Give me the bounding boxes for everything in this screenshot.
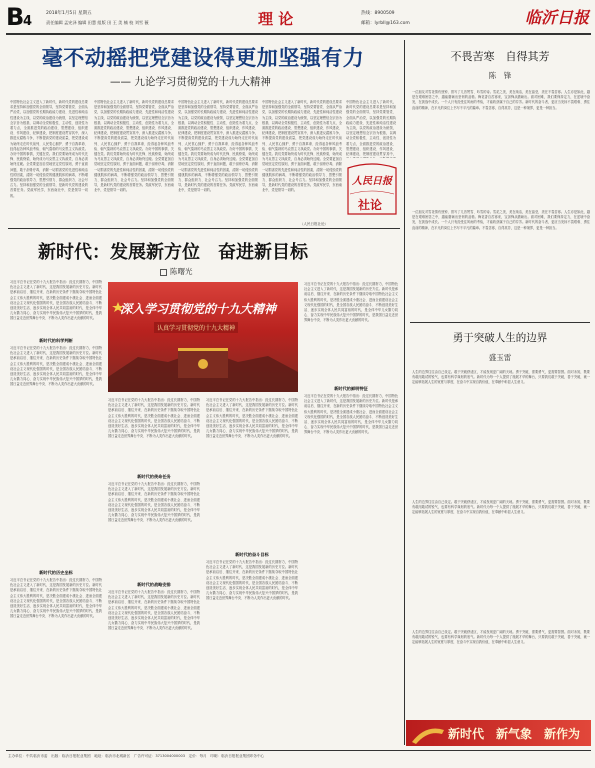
second-col-3a: 习近平总书记在党的十九大报告中指出：经过长期努力，中国特色社会主义进入了新时代，这是我国发展新的历史方位。新时代是承前启后、继往开来、在新的历史条件下继续夺取中国特色社会主义伟大胜利的时代，是决胜全面建成小康社会、进而全面建设社会主义现代化强国的时代，是全国各族人民团结奋斗、不断创造美好生活、逐步实现全体人民共同富裕的时代，是全体中华儿女勠力同心、奋力实现中华民族伟大复兴中国梦的时代，是我国日益走近世界舞台中央、不断为人类作出更大贡献的时代。	[206, 398, 298, 439]
footer-divider	[6, 750, 591, 751]
editorial-badge	[344, 158, 400, 218]
photo-banner	[108, 282, 298, 392]
section-heading-2: 新时代的历史坐标	[39, 570, 73, 575]
second-col-2b: 习近平总书记在党的十九大报告中指出：经过长期努力，中国特色社会主义进入了新时代，这是我国发展新的历史方位。新时代是承前启后、继往开来、在新的历史条件下继续夺取中国特色社会主义伟大胜利的时代，是决胜全面建成小康社会、进而全面建设社会主义现代化强国的时代，是全国各族人民团结奋斗、不断创造美好生活、逐步实现全体人民共同富裕的时代，是全体中华儿女勠力同心、奋力实现中华民族伟大复兴中国梦的时代，是我国日益走近世界舞台中央、不断为人类作出更大贡献的时代。	[108, 482, 200, 523]
right-article-1-title: 不畏苦寒 自得其芳	[450, 50, 550, 63]
main-article-col-5: 中国特色社会主义进入了新时代，新时代党的建设总要求是坚持和加强党的全面领导，坚持党要管党、全面从严治党，以加强党的长期执政能力建设、先进性和纯洁性建设为主线，以党的政治建设为统领，以坚定理想信念宗旨为根基，以调动全党积极性、主动性、创造性为着力点，全面推进党的政治建设、思想建设、组织建设、作风建设、纪律建设，把制度建设贯穿其中，	[346, 100, 396, 157]
email-label: 邮箱	[361, 21, 370, 26]
author-marker-icon	[160, 269, 167, 276]
second-col-1a: 习近平总书记在党的十九大报告中指出：经过长期努力，中国特色社会主义进入了新时代，这是我国发展新的历史方位。新时代是承前启后、继往开来、在新的历史条件下继续夺取中国特色社会主义伟大胜利的时代，是决胜全面建成小康社会、进而全面建设社会主义现代化强国的时代，是全国各族人民团结奋斗、不断创造美好生活、逐步实现全体人民共同富裕的时代，是全体中华儿女勠力同心、奋力实现中华民族伟大复兴中国梦的时代，是我国日益走近世界舞台中央、不断为人类作出更大贡献的时代。	[10, 280, 102, 321]
hall-silhouette-icon	[108, 282, 298, 392]
right-article-1-body-b: 一位朋友对雪花情有独钟，曾写了几首赞雪、吟雪的诗。雪花之美，美在纯洁，美在晶莹，美在不畏苦寒。人生亦是如此，越是在艰难困苦之中，越能磨砺出坚韧的品格。梅花香自苦寒来，宝剑锋从磨砺出。面对困难，我们要保持定力，在逆境中奋发，在挑战中成长。一个人只有经受住风雨的考验，才能收获属于自己的芬芳。新时代的奋斗者，更应当发扬不畏艰难、勇往直前的精神，在平凡的岗位上书写不平凡的篇章。不畏苦寒，自得其芳，这是一种境界，更是一种担当。	[412, 210, 590, 230]
photo-banner-line2: 认真学习贯彻党的十九大精神	[154, 322, 238, 333]
main-headline: 毫不动摇把党建设得更加坚强有力	[41, 46, 365, 70]
second-author	[160, 266, 193, 277]
second-col-4a: 习近平总书记在党的十九大报告中指出：经过长期努力，中国特色社会主义进入了新时代，这是我国发展新的历史方位。新时代是承前启后、继往开来、在新的历史条件下继续夺取中国特色社会主义伟大胜利的时代，是决胜全面建成小康社会、进而全面建设社会主义现代化强国的时代，是全国各族人民团结奋斗、不断创造美好生活、逐步实现全体人民共同富裕的时代，是全体中华儿女勠力同心、奋力实现中华民族伟大复兴中国梦的时代，是我国日益走近世界舞台中央、不断为人类作出更大贡献的时代。	[304, 282, 398, 323]
main-article-col-3: 中国特色社会主义进入了新时代，新时代党的建设总要求是坚持和加强党的全面领导，坚持党要管党、全面从严治党，以加强党的长期执政能力建设、先进性和纯洁性建设为主线，以党的政治建设为统领，以坚定理想信念宗旨为根基，以调动全党积极性、主动性、创造性为着力点，全面推进党的政治建设、思想建设、组织建设、作风建设、纪律建设，把制度建设贯穿其中，深入推进反腐败斗争，不断提高党的建设质量，把党建设成为始终走在时代前列、人民衷心拥护、勇于自我革命、经得起各种风浪考验、朝气蓬勃的马克思主义执政党。办好中国的事情，关键在党。我们党要始终成为时代先锋、民族脊梁，始终成为马克思主义执政党，自身必须始终过硬。全党要更加自觉地坚定党性原则，勇于直面问题，敢于刮骨疗毒，消除一切损害党的先进性和纯洁性的因素，清除一切侵蚀党的健康肌体的病毒，不断增强党的政治领导力、思想引领力、群众组织力、社会号召力。坚持和加强党的全面领导，是新时代党的建设的首要任务。党政军民学，东西南北中，党是领导一切的。	[178, 100, 258, 193]
section-heading-4: 新时代的战略安排	[137, 582, 171, 587]
main-subtitle: —— 九论学习贯彻党的十九大精神	[110, 76, 271, 88]
section-label: 理 论	[258, 10, 294, 28]
second-headline: 新时代：发展新方位 奋进新目标	[38, 242, 308, 263]
right-article-1-body-a: 一位朋友对雪花情有独钟，曾写了几首赞雪、吟雪的诗。雪花之美，美在纯洁，美在晶莹，美在不畏苦寒。人生亦是如此，越是在艰难困苦之中，越能磨砺出坚韧的品格。梅花香自苦寒来，宝剑锋从磨砺出。面对困难，我们要保持定力，在逆境中奋发，在挑战中成长。一个人只有经受住风雨的考验，才能收获属于自己的芬芳。新时代的奋斗者，更应当发扬不畏艰难、勇往直前的精神，在平凡的岗位上书写不平凡的篇章。不畏苦寒，自得其芳，这是一种境界，更是一种担当。	[412, 90, 590, 110]
second-col-4b: 习近平总书记在党的十九大报告中指出：经过长期努力，中国特色社会主义进入了新时代，这是我国发展新的历史方位。新时代是承前启后、继往开来、在新的历史条件下继续夺取中国特色社会主义伟大胜利的时代，是决胜全面建成小康社会、进而全面建设社会主义现代化强国的时代，是全国各族人民团结奋斗、不断创造美好生活、逐步实现全体人民共同富裕的时代，是全体中华儿女勠力同心、奋力实现中华民族伟大复兴中国梦的时代，是我国日益走近世界舞台中央、不断为人类作出更大贡献的时代。	[304, 394, 398, 435]
email: 邮箱：lyrbll@163.com	[361, 21, 410, 26]
second-col-2c: 习近平总书记在党的十九大报告中指出：经过长期努力，中国特色社会主义进入了新时代，这是我国发展新的历史方位。新时代是承前启后、继往开来、在新的历史条件下继续夺取中国特色社会主义伟大胜利的时代，是决胜全面建成小康社会、进而全面建设社会主义现代化强国的时代，是全国各族人民团结奋斗、不断创造美好生活、逐步实现全体人民共同富裕的时代，是全体中华儿女勠力同心、奋力实现中华民族伟大复兴中国梦的时代，是我国日益走近世界舞台中央、不断为人类作出更大贡献的时代。	[108, 590, 200, 631]
right-article-1-author: 陈 锋	[488, 71, 512, 80]
flag-icon	[408, 720, 448, 746]
main-article-col-4: 中国特色社会主义进入了新时代，新时代党的建设总要求是坚持和加强党的全面领导，坚持党要管党、全面从严治党，以加强党的长期执政能力建设、先进性和纯洁性建设为主线，以党的政治建设为统领，以坚定理想信念宗旨为根基，以调动全党积极性、主动性、创造性为着力点，全面推进党的政治建设、思想建设、组织建设、作风建设、纪律建设，把制度建设贯穿其中，深入推进反腐败斗争，不断提高党的建设质量，把党建设成为始终走在时代前列、人民衷心拥护、勇于自我革命、经得起各种风浪考验、朝气蓬勃的马克思主义执政党。办好中国的事情，关键在党。我们党要始终成为时代先锋、民族脊梁，始终成为马克思主义执政党，自身必须始终过硬。全党要更加自觉地坚定党性原则，勇于直面问题，敢于刮骨疗毒，消除一切损害党的先进性和纯洁性的因素，清除一切侵蚀党的健康肌体的病毒，不断增强党的政治领导力、思想引领力、群众组织力、社会号召力。坚持和加强党的全面领导，是新时代党的建设的首要任务。党政军民学，东西南北中，党是领导一切的。	[262, 100, 342, 193]
page-letter: B	[6, 3, 25, 31]
second-author-name: 陈曙光	[170, 267, 193, 276]
hotline-label: 热线	[361, 11, 370, 16]
page-header	[6, 4, 591, 30]
right-article-2-title: 勇于突破人生的边界	[452, 332, 548, 344]
header-divider	[6, 33, 591, 35]
main-signature: （人民日报社论）	[300, 222, 328, 226]
editor-credits: 责任编辑 孟宪泽 编辑 田慧 组版 田 王 美 楠 校 刘雪 薇	[46, 20, 149, 25]
section-divider	[8, 228, 400, 229]
second-col-3b: 习近平总书记在党的十九大报告中指出：经过长期努力，中国特色社会主义进入了新时代，这是我国发展新的历史方位。新时代是承前启后、继往开来、在新的历史条件下继续夺取中国特色社会主义伟大胜利的时代，是决胜全面建成小康社会、进而全面建设社会主义现代化强国的时代，是全国各族人民团结奋斗、不断创造美好生活、逐步实现全体人民共同富裕的时代，是全体中华儿女勠力同心、奋力实现中华民族伟大复兴中国梦的时代，是我国日益走近世界舞台中央、不断为人类作出更大贡献的时代。	[206, 560, 298, 601]
email-address: lyrbll@163.com	[374, 21, 410, 26]
footer-text: 主办单位：中共临沂市委 出版：临沂日报报业集团 地址：临沂市北城新区 广告许可证：3713004000003 定价：每月 印刷：临沂日报报业集团印务中心	[8, 754, 265, 758]
second-col-2a: 习近平总书记在党的十九大报告中指出：经过长期努力，中国特色社会主义进入了新时代，这是我国发展新的历史方位。新时代是承前启后、继往开来、在新的历史条件下继续夺取中国特色社会主义伟大胜利的时代，是决胜全面建成小康社会、进而全面建设社会主义现代化强国的时代，是全国各族人民团结奋斗、不断创造美好生活、逐步实现全体人民共同富裕的时代，是全体中华儿女勠力同心、奋力实现中华民族伟大复兴中国梦的时代，是我国日益走近世界舞台中央、不断为人类作出更大贡献的时代。	[108, 398, 200, 439]
main-article-col-1: 中国特色社会主义进入了新时代，新时代党的建设总要求是坚持和加强党的全面领导，坚持党要管党、全面从严治党，以加强党的长期执政能力建设、先进性和纯洁性建设为主线，以党的政治建设为统领，以坚定理想信念宗旨为根基，以调动全党积极性、主动性、创造性为着力点，全面推进党的政治建设、思想建设、组织建设、作风建设、纪律建设，把制度建设贯穿其中，深入推进反腐败斗争，不断提高党的建设质量，把党建设成为始终走在时代前列、人民衷心拥护、勇于自我革命、经得起各种风浪考验、朝气蓬勃的马克思主义执政党。办好中国的事情，关键在党。我们党要始终成为时代先锋、民族脊梁，始终成为马克思主义执政党，自身必须始终过硬。全党要更加自觉地坚定党性原则，勇于直面问题，敢于刮骨疗毒，消除一切损害党的先进性和纯洁性的因素，清除一切侵蚀党的健康肌体的病毒，不断增强党的政治领导力、思想引领力、群众组织力、社会号召力。坚持和加强党的全面领导，是新时代党的建设的首要任务。党政军民学，东西南北中，党是领导一切的。	[10, 100, 88, 198]
photo-banner-line1: 深入学习贯彻党的十九大精神	[120, 302, 277, 316]
hotline: 热线：8900509	[361, 11, 395, 16]
issue-date: 2018年1月5日 星期五	[46, 11, 92, 16]
second-col-1b: 习近平总书记在党的十九大报告中指出：经过长期努力，中国特色社会主义进入了新时代，这是我国发展新的历史方位。新时代是承前启后、继往开来、在新的历史条件下继续夺取中国特色社会主义伟大胜利的时代，是决胜全面建成小康社会、进而全面建设社会主义现代化强国的时代，是全国各族人民团结奋斗、不断创造美好生活、逐步实现全体人民共同富裕的时代，是全体中华儿女勠力同心、奋力实现中华民族伟大复兴中国梦的时代，是我国日益走近世界舞台中央、不断为人类作出更大贡献的时代。	[10, 346, 102, 387]
bottom-banner-slogan: 新时代 新气象 新作为	[448, 727, 581, 741]
newspaper-logo: 临沂日报	[524, 8, 589, 27]
hotline-number: 8900509	[374, 11, 395, 16]
section-heading-5: 新时代的奋斗目标	[235, 552, 269, 557]
second-col-1c: 习近平总书记在党的十九大报告中指出：经过长期努力，中国特色社会主义进入了新时代，这是我国发展新的历史方位。新时代是承前启后、继往开来、在新的历史条件下继续夺取中国特色社会主义伟大胜利的时代，是决胜全面建成小康社会、进而全面建设社会主义现代化强国的时代，是全国各族人民团结奋斗、不断创造美好生活、逐步实现全体人民共同富裕的时代，是全体中华儿女勠力同心、奋力实现中华民族伟大复兴中国梦的时代，是我国日益走近世界舞台中央、不断为人类作出更大贡献的时代。	[10, 578, 102, 619]
right-article-2-body-a: 人生的边界往往由自己设定。敢于突破舒适区，才能发现更广阔的天地。勇于突破，需要勇气，更需要智慧。面对未知，既要有敢闯敢试的锐气，也要有科学谋划的底气。新时代为每一个人提供了施展才华的舞台，只要我们敢于突破，善于突破，就一定能够拓展人生的宽度与厚度，在奋斗中实现自我价值，在奉献中彰显人生意义。	[412, 370, 590, 385]
section-heading-1: 新时代的科学判断	[39, 338, 73, 343]
badge-label: 社论	[358, 198, 383, 212]
column-divider	[404, 40, 405, 745]
right-article-2-body-c: 人生的边界往往由自己设定。敢于突破舒适区，才能发现更广阔的天地。勇于突破，需要勇气，更需要智慧。面对未知，既要有敢闯敢试的锐气，也要有科学谋划的底气。新时代为每一个人提供了施展才华的舞台，只要我们敢于突破，善于突破，就一定能够拓展人生的宽度与厚度，在奋斗中实现自我价值，在奉献中彰显人生意义。	[412, 630, 590, 645]
right-divider	[410, 322, 590, 323]
right-article-2-body-b: 人生的边界往往由自己设定。敢于突破舒适区，才能发现更广阔的天地。勇于突破，需要勇气，更需要智慧。面对未知，既要有敢闯敢试的锐气，也要有科学谋划的底气。新时代为每一个人提供了施展才华的舞台，只要我们敢于突破，善于突破，就一定能够拓展人生的宽度与厚度，在奋斗中实现自我价值，在奉献中彰显人生意义。	[412, 500, 590, 515]
right-article-2-author: 盛玉雷	[488, 353, 512, 362]
section-heading-6: 新时代的鲜明特征	[334, 386, 368, 391]
bottom-banner	[406, 720, 591, 746]
main-article-col-2: 中国特色社会主义进入了新时代，新时代党的建设总要求是坚持和加强党的全面领导，坚持党要管党、全面从严治党，以加强党的长期执政能力建设、先进性和纯洁性建设为主线，以党的政治建设为统领，以坚定理想信念宗旨为根基，以调动全党积极性、主动性、创造性为着力点，全面推进党的政治建设、思想建设、组织建设、作风建设、纪律建设，把制度建设贯穿其中，深入推进反腐败斗争，不断提高党的建设质量，把党建设成为始终走在时代前列、人民衷心拥护、勇于自我革命、经得起各种风浪考验、朝气蓬勃的马克思主义执政党。办好中国的事情，关键在党。我们党要始终成为时代先锋、民族脊梁，始终成为马克思主义执政党，自身必须始终过硬。全党要更加自觉地坚定党性原则，勇于直面问题，敢于刮骨疗毒，消除一切损害党的先进性和纯洁性的因素，清除一切侵蚀党的健康肌体的病毒，不断增强党的政治领导力、思想引领力、群众组织力、社会号召力。坚持和加强党的全面领导，是新时代党的建设的首要任务。党政军民学，东西南北中，党是领导一切的。	[94, 100, 174, 193]
section-heading-3: 新时代的使命任务	[137, 474, 171, 479]
page-number: 4	[23, 14, 33, 29]
badge-logo-text: 人民日报	[352, 176, 392, 187]
